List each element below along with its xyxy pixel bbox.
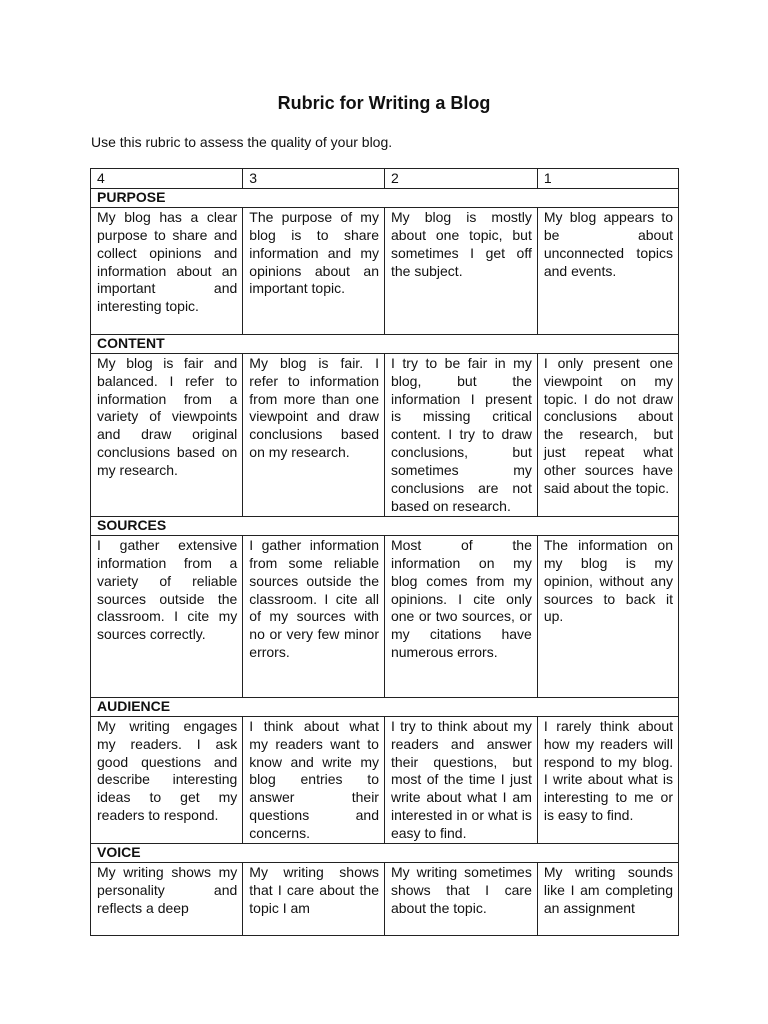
score-header-3: 3 bbox=[243, 169, 385, 189]
section-row-content bbox=[91, 334, 679, 353]
purpose-score-4: My blog has a clear purpose to share and collect opinions and information about an important and interesting topic. bbox=[91, 207, 243, 334]
content-score-1: I only present one viewpoint on my topic. I do not draw conclusions about the research, but just repeat what other sources have said about the topic. bbox=[537, 353, 678, 516]
voice-score-4: My writing shows my personality and reflects a deep bbox=[91, 862, 243, 935]
section-title-purpose: PURPOSE bbox=[91, 188, 679, 207]
score-header-4: 4 bbox=[91, 169, 243, 189]
section-row-sources bbox=[91, 516, 679, 535]
section-title-sources: SOURCES bbox=[91, 516, 679, 535]
section-title-voice: VOICE bbox=[91, 844, 679, 863]
page-title: Rubric for Writing a Blog bbox=[277, 93, 491, 113]
rubric-table bbox=[90, 168, 679, 936]
purpose-score-3: The purpose of my blog is to share information and my opinions about an important topic. bbox=[243, 207, 385, 334]
section-row-purpose bbox=[91, 188, 679, 207]
purpose-score-2: My blog is mostly about one topic, but sometimes I get off the subject. bbox=[384, 207, 537, 334]
score-header-row bbox=[91, 169, 679, 189]
content-score-4: My blog is fair and balanced. I refer to information from a variety of viewpoints and draw original conclusions based on my research. bbox=[91, 353, 243, 516]
audience-score-4: My writing engages my readers. I ask good questions and describe interesting ideas to get my readers to respond. bbox=[91, 716, 243, 843]
criteria-row-purpose bbox=[91, 207, 679, 334]
audience-score-3: I think about what my readers want to know and write my blog entries to answer their questions and concerns. bbox=[243, 716, 385, 843]
intro-text: Use this rubric to assess the quality of your blog. bbox=[91, 134, 393, 150]
criteria-row-content bbox=[91, 353, 679, 516]
voice-score-3: My writing shows that I care about the topic I am bbox=[243, 862, 385, 935]
voice-score-2: My writing sometimes shows that I care about the topic. bbox=[384, 862, 537, 935]
content-score-3: My blog is fair. I refer to information from more than one viewpoint and draw conclusions based on my research. bbox=[243, 353, 385, 516]
section-row-voice bbox=[91, 844, 679, 863]
audience-score-1: I rarely think about how my readers will respond to my blog. I write about what is interesting to me or is easy to find. bbox=[537, 716, 678, 843]
section-title-content: CONTENT bbox=[91, 334, 679, 353]
criteria-row-sources bbox=[91, 535, 679, 697]
voice-score-1: My writing sounds like I am completing an assignment bbox=[537, 862, 678, 935]
sources-score-3: I gather information from some reliable sources outside the classroom. I cite all of my sources with no or very few minor errors. bbox=[243, 535, 385, 697]
section-row-audience bbox=[91, 697, 679, 716]
section-title-audience: AUDIENCE bbox=[91, 697, 679, 716]
sources-score-1: The information on my blog is my opinion, without any sources to back it up. bbox=[537, 535, 678, 697]
sources-score-2: Most of the information on my blog comes from my opinions. I cite only one or two sources, or my citations have numerous errors. bbox=[384, 535, 537, 697]
sources-score-4: I gather extensive information from a variety of reliable sources outside the classroom. I cite my sources correctly. bbox=[91, 535, 243, 697]
criteria-row-audience bbox=[91, 716, 679, 843]
purpose-score-1: My blog appears to be about unconnected topics and events. bbox=[537, 207, 678, 334]
content-score-2: I try to be fair in my blog, but the information I present is missing critical content. I try to draw conclusions, but sometimes my conclusions are not based on research. bbox=[384, 353, 537, 516]
audience-score-2: I try to think about my readers and answer their questions, but most of the time I just write about what I am interested in or what is easy to find. bbox=[384, 716, 537, 843]
criteria-row-voice bbox=[91, 862, 679, 935]
score-header-1: 1 bbox=[537, 169, 678, 189]
score-header-2: 2 bbox=[384, 169, 537, 189]
